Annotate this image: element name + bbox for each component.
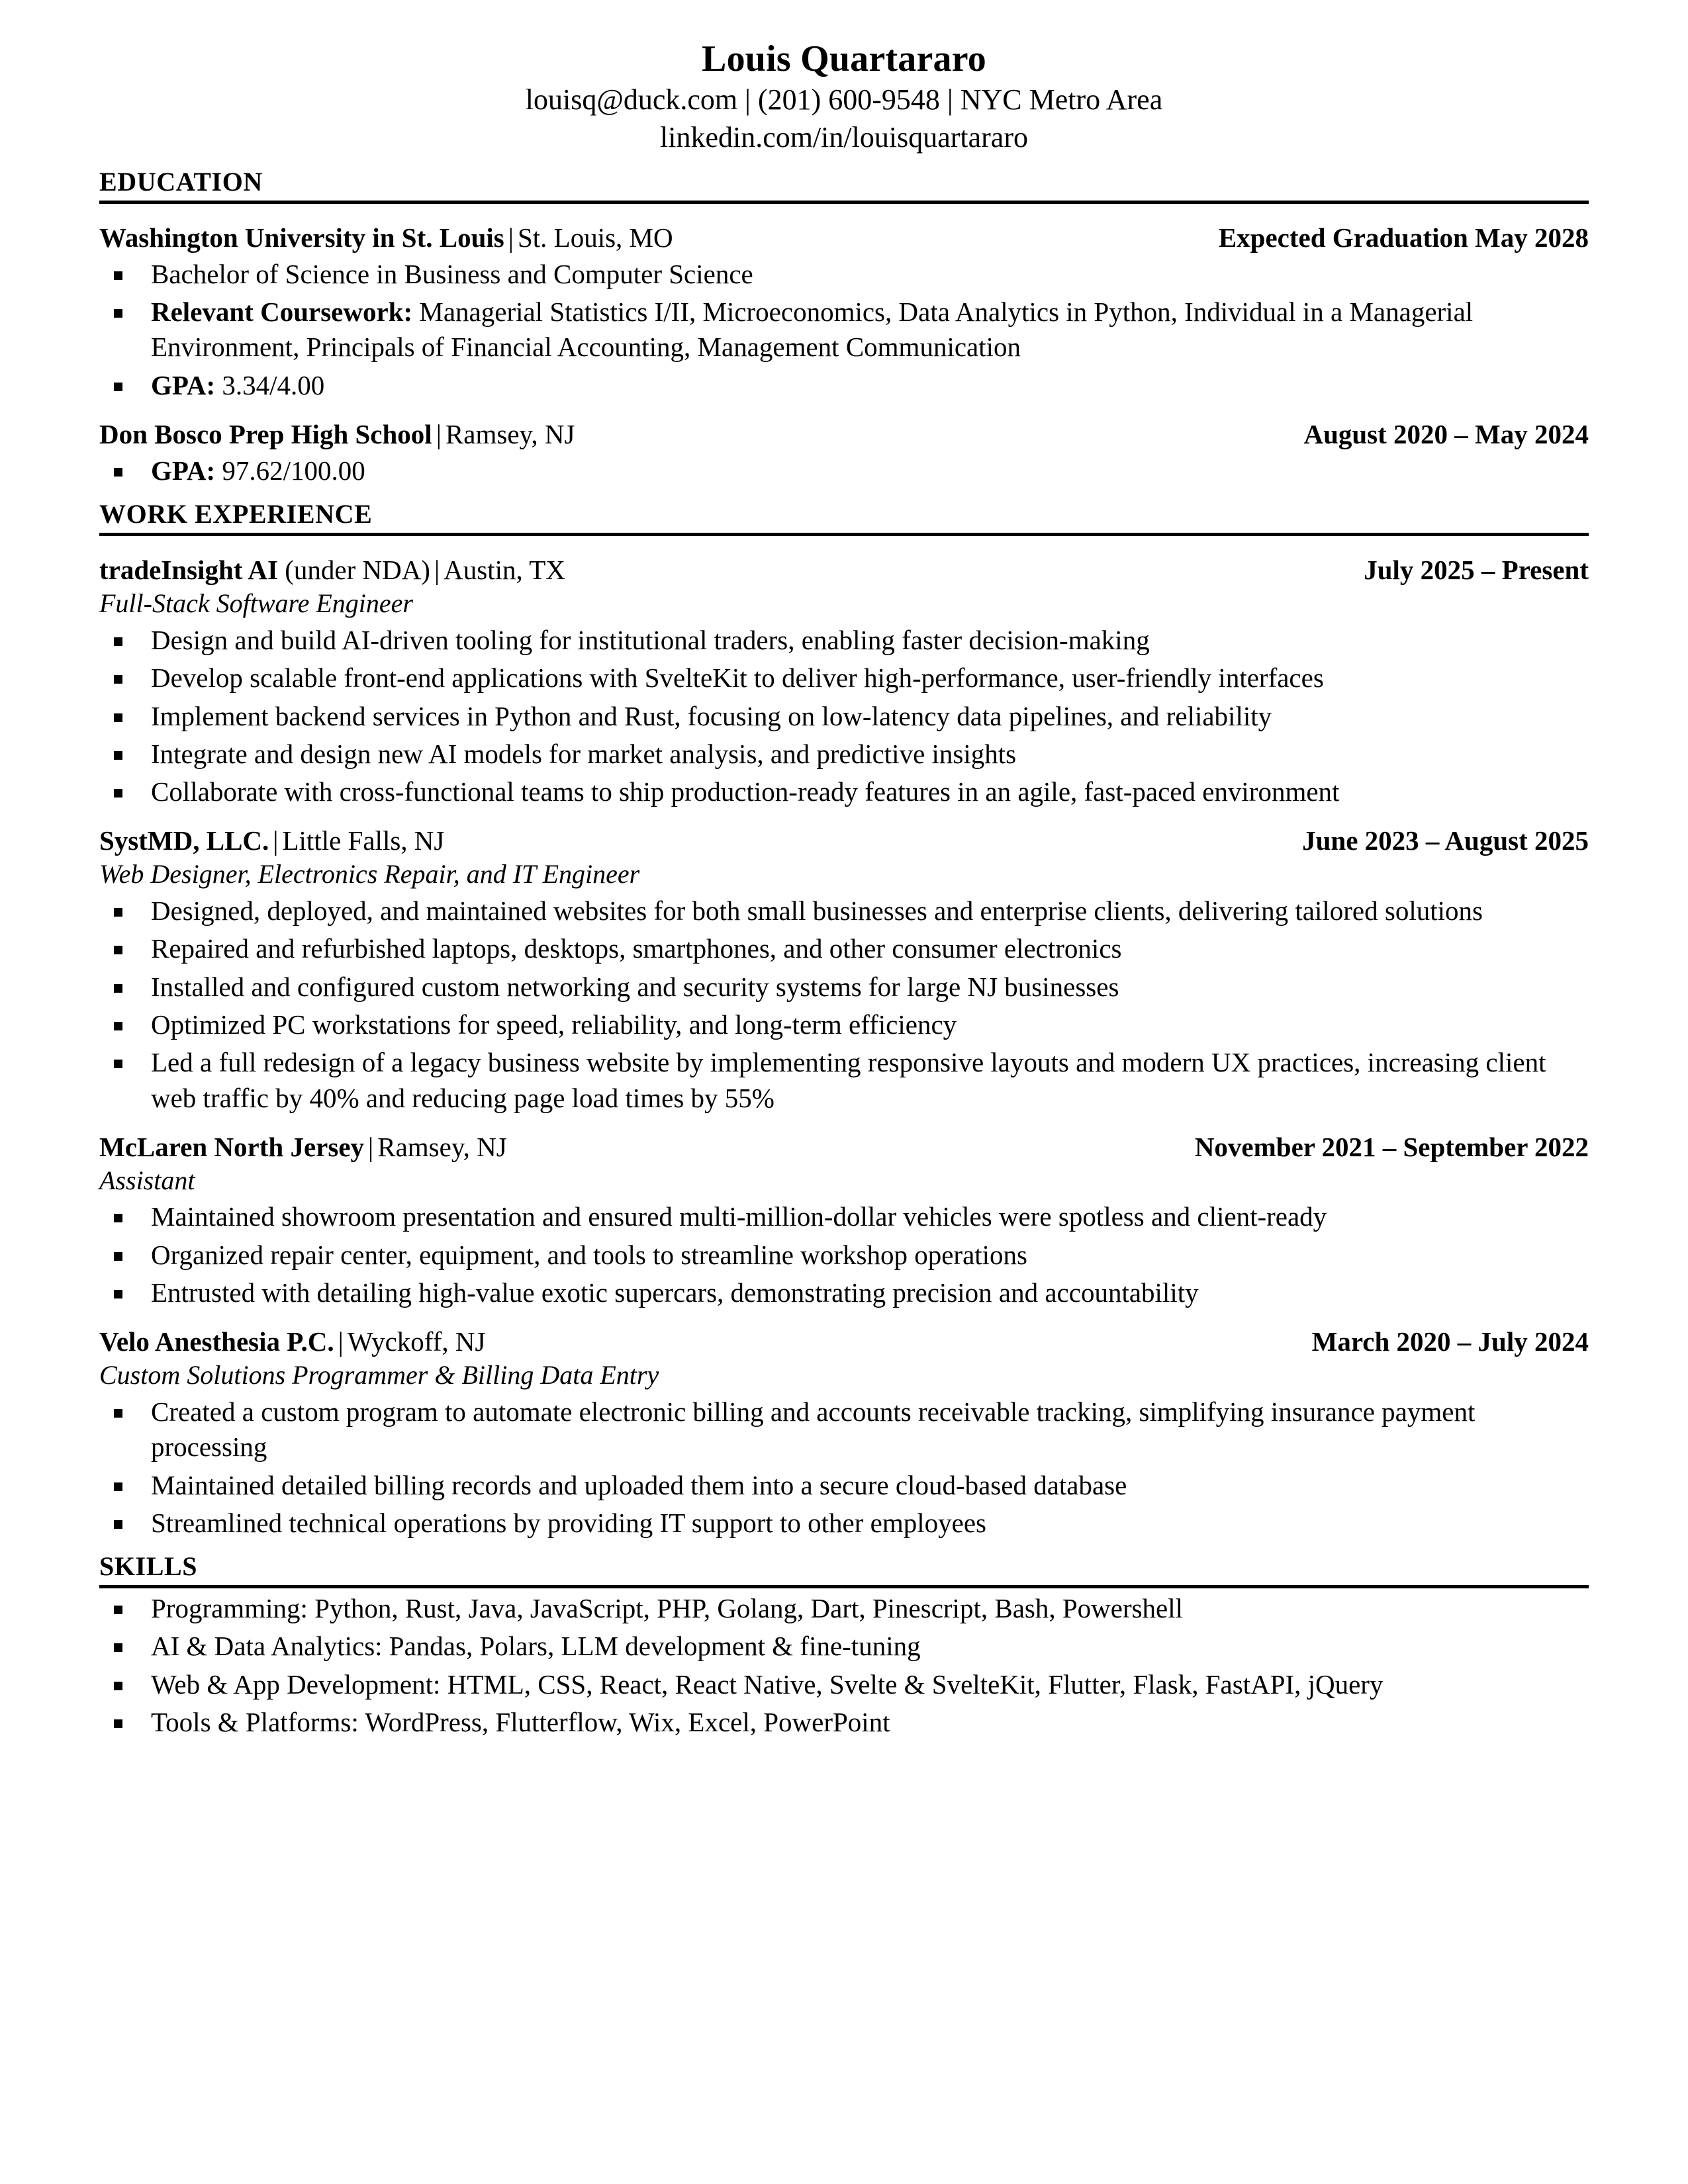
job-title: Assistant bbox=[99, 1165, 195, 1195]
education-bullet-list bbox=[99, 453, 1589, 488]
bullet-label: GPA: bbox=[151, 369, 216, 400]
company-note: (under NDA) bbox=[277, 555, 430, 586]
education-dates: August 2020 – May 2024 bbox=[1303, 419, 1589, 450]
list-item: AI & Data Analytics: Pandas, Polars, LLM development & fine-tuning bbox=[99, 1629, 1589, 1664]
resume-header bbox=[99, 37, 1589, 156]
field-separator: | bbox=[436, 419, 442, 450]
bullet-text: 97.62/100.00 bbox=[215, 455, 365, 486]
list-item: Tools & Platforms: WordPress, Flutterflow, Wix, Excel, PowerPoint bbox=[99, 1705, 1589, 1740]
education-entry bbox=[99, 221, 1589, 403]
list-item: Programming: Python, Rust, Java, JavaScript, PHP, Golang, Dart, Pinescript, Bash, Powershell bbox=[99, 1591, 1589, 1626]
company-location: Little Falls, NJ bbox=[282, 825, 445, 856]
list-item: Collaborate with cross-functional teams to ship production-ready features in an agile, fast-paced environment bbox=[99, 774, 1589, 809]
company-name: SystMD, LLC. bbox=[99, 825, 269, 856]
company-name: McLaren North Jersey bbox=[99, 1131, 365, 1162]
field-separator: | bbox=[434, 555, 440, 586]
section-title-work-experience: WORK EXPERIENCE bbox=[99, 499, 373, 529]
list-item: Led a full redesign of a legacy business website by implementing responsive layouts and modern UX practices, increasing client web traffic by 40% and reducing page load times by 55% bbox=[99, 1045, 1589, 1116]
education-entry-left bbox=[99, 221, 673, 254]
work-dates: March 2020 – July 2024 bbox=[1311, 1326, 1589, 1357]
section-divider bbox=[99, 533, 1589, 536]
section-divider bbox=[99, 201, 1589, 204]
work-dates: November 2021 – September 2022 bbox=[1194, 1131, 1589, 1162]
company-name: tradeInsight AI bbox=[99, 555, 278, 586]
list-item: Repaired and refurbished laptops, desktops, smartphones, and other consumer electronics bbox=[99, 931, 1589, 966]
linkedin-url: linkedin.com/in/louisquartararo bbox=[660, 120, 1028, 154]
field-separator: | bbox=[338, 1326, 344, 1357]
work-bullet-list bbox=[99, 1394, 1589, 1541]
work-dates: June 2023 – August 2025 bbox=[1302, 825, 1589, 856]
contact-line: louisq@duck.com | (201) 600-9548 | NYC Metro Area bbox=[525, 83, 1163, 116]
education-entry-head bbox=[99, 221, 1589, 254]
list-item: Maintained detailed billing records and uploaded them into a secure cloud-based database bbox=[99, 1468, 1589, 1503]
work-entry bbox=[99, 553, 1589, 809]
list-item: Entrusted with detailing high-value exotic supercars, demonstrating precision and accountability bbox=[99, 1275, 1589, 1310]
bullet-text: Managerial Statistics I/II, Microeconomics, Data Analytics in Python, Individual in a Managerial Environment, Principals of Financial Accounting, Management Communication bbox=[151, 296, 1474, 363]
list-item bbox=[99, 257, 1589, 292]
work-entry bbox=[99, 824, 1589, 1115]
job-title: Full-Stack Software Engineer bbox=[99, 588, 413, 619]
work-entry-left bbox=[99, 1325, 485, 1358]
company-name: Velo Anesthesia P.C. bbox=[99, 1326, 334, 1357]
bullet-text: 3.34/4.00 bbox=[215, 369, 325, 400]
work-entry-head bbox=[99, 553, 1589, 586]
section-title-skills: SKILLS bbox=[99, 1551, 198, 1582]
company-location: Austin, TX bbox=[444, 555, 565, 586]
job-title: Custom Solutions Programmer & Billing Data Entry bbox=[99, 1360, 659, 1390]
list-item: Integrate and design new AI models for market analysis, and predictive insights bbox=[99, 737, 1589, 772]
list-item: Organized repair center, equipment, and tools to streamline workshop operations bbox=[99, 1238, 1589, 1273]
work-bullet-list bbox=[99, 1199, 1589, 1310]
education-entry-head bbox=[99, 418, 1589, 451]
list-item: Created a custom program to automate electronic billing and accounts receivable tracking, simplifying insurance payment processing bbox=[99, 1394, 1589, 1465]
education-section bbox=[99, 167, 1589, 489]
field-separator: | bbox=[273, 825, 279, 856]
education-dates: Expected Graduation May 2028 bbox=[1218, 222, 1589, 253]
work-dates: July 2025 – Present bbox=[1364, 555, 1589, 586]
list-item bbox=[99, 368, 1589, 403]
list-item: Designed, deployed, and maintained websites for both small businesses and enterprise clients, delivering tailored solutions bbox=[99, 893, 1589, 929]
list-item: Develop scalable front-end applications with SvelteKit to deliver high-performance, user-friendly interfaces bbox=[99, 660, 1589, 696]
institution-name: Don Bosco Prep High School bbox=[99, 419, 432, 450]
institution-location: Ramsey, NJ bbox=[445, 419, 575, 450]
list-item: Optimized PC workstations for speed, reliability, and long-term efficiency bbox=[99, 1007, 1589, 1042]
skills-bullet-list bbox=[99, 1591, 1589, 1740]
list-item bbox=[99, 453, 1589, 488]
work-entry-left bbox=[99, 553, 565, 586]
list-item bbox=[99, 295, 1589, 365]
field-separator: | bbox=[508, 222, 514, 253]
work-entry bbox=[99, 1325, 1589, 1541]
section-title-education: EDUCATION bbox=[99, 166, 263, 197]
work-experience-section bbox=[99, 499, 1589, 1541]
company-location: Ramsey, NJ bbox=[377, 1131, 507, 1162]
field-separator: | bbox=[368, 1131, 374, 1162]
section-divider bbox=[99, 1585, 1589, 1588]
work-bullet-list bbox=[99, 893, 1589, 1116]
job-title: Web Designer, Electronics Repair, and IT Engineer bbox=[99, 859, 640, 889]
list-item: Streamlined technical operations by providing IT support to other employees bbox=[99, 1506, 1589, 1541]
list-item: Web & App Development: HTML, CSS, React, React Native, Svelte & SvelteKit, Flutter, Flask, FastAPI, jQuery bbox=[99, 1667, 1589, 1702]
work-entry bbox=[99, 1130, 1589, 1311]
bullet-label: GPA: bbox=[151, 455, 216, 486]
list-item: Maintained showroom presentation and ensured multi-million-dollar vehicles were spotless and client-ready bbox=[99, 1199, 1589, 1234]
work-entry-left bbox=[99, 1130, 507, 1163]
work-entry-head bbox=[99, 1130, 1589, 1163]
work-bullet-list bbox=[99, 623, 1589, 809]
list-item: Implement backend services in Python and Rust, focusing on low-latency data pipelines, and reliability bbox=[99, 699, 1589, 734]
work-entry-head bbox=[99, 1325, 1589, 1358]
list-item: Design and build AI-driven tooling for institutional traders, enabling faster decision-making bbox=[99, 623, 1589, 658]
candidate-name: Louis Quartararo bbox=[702, 38, 986, 79]
bullet-label: Relevant Coursework: bbox=[151, 296, 413, 328]
education-bullet-list bbox=[99, 257, 1589, 403]
institution-name: Washington University in St. Louis bbox=[99, 222, 504, 253]
institution-location: St. Louis, MO bbox=[517, 222, 673, 253]
education-entry bbox=[99, 418, 1589, 488]
company-location: Wyckoff, NJ bbox=[347, 1326, 486, 1357]
list-item: Installed and configured custom networking and security systems for large NJ businesses bbox=[99, 970, 1589, 1005]
education-entry-left bbox=[99, 418, 575, 451]
skills-section bbox=[99, 1551, 1589, 1740]
bullet-text: Bachelor of Science in Business and Computer Science bbox=[151, 258, 753, 289]
work-entry-head bbox=[99, 824, 1589, 857]
work-entry-left bbox=[99, 824, 444, 857]
